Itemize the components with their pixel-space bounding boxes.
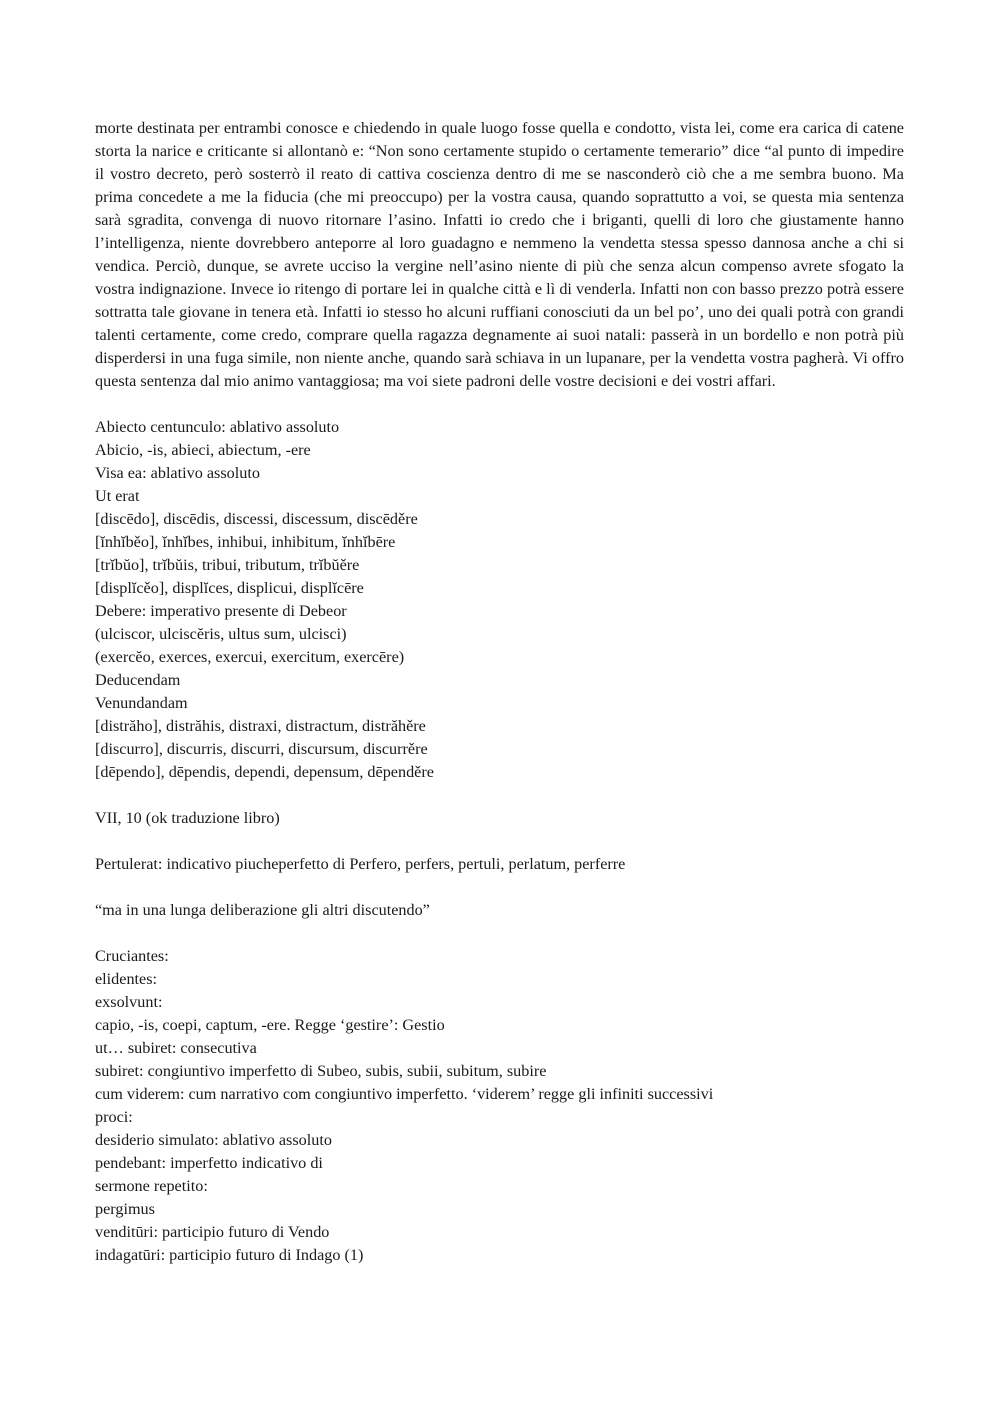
- spacer: [95, 784, 904, 807]
- grammar-notes-list: [95, 416, 904, 784]
- note-line: Ut erat: [95, 487, 140, 505]
- note-line: Visa ea: ablativo assoluto: [95, 464, 260, 482]
- spacer: [95, 922, 904, 945]
- note-line: desiderio simulato: ablativo assoluto: [95, 1131, 332, 1149]
- document-page: [95, 117, 904, 1267]
- note-line: pergimus: [95, 1200, 155, 1218]
- note-line: capio, -is, coepi, captum, -ere. Regge ‘gestire’: Gestio: [95, 1016, 445, 1034]
- note-line: (exercĕo, exerces, exercui, exercitum, exercēre): [95, 648, 405, 666]
- note-line: (ulciscor, ulciscĕris, ultus sum, ulcisci): [95, 625, 347, 643]
- translation-quote: “ma in una lunga deliberazione gli altri discutendo”: [95, 901, 430, 919]
- note-line: Abicio, -is, abieci, abiectum, -ere: [95, 441, 311, 459]
- note-line: Cruciantes:: [95, 947, 169, 965]
- vocabulary-notes-list: [95, 945, 904, 1267]
- note-line: pendebant: imperfetto indicativo di: [95, 1154, 323, 1172]
- note-line: indagatūri: participio futuro di Indago (1): [95, 1246, 364, 1264]
- spacer: [95, 876, 904, 899]
- note-line: [dēpendo], dēpendis, dependi, depensum, dēpenděre: [95, 763, 434, 781]
- note-line: exsolvunt:: [95, 993, 163, 1011]
- note-line: [displĭcěo], displĭces, displicui, displĭcēre: [95, 579, 364, 597]
- note-line: subiret: congiuntivo imperfetto di Subeo, subis, subii, subitum, subire: [95, 1062, 547, 1080]
- note-line: Venundandam: [95, 694, 188, 712]
- note-line: ut… subiret: consecutiva: [95, 1039, 257, 1057]
- note-line: Abiecto centunculo: ablativo assoluto: [95, 418, 340, 436]
- translation-paragraph: morte destinata per entrambi conosce e chiedendo in quale luogo fosse quella e condotto, vista lei, come era carica di catene storta la narice e criticante si allontanò e: “Non sono certamente stupido o certamente temerario” dice “al punto di impedire il vostro decreto, però sosterrò il reato di cattiva coscienza dentro di me se nasconderò ciò che a me sembra buono. Ma prima concedete a me la fiducia (che mi preoccupo) per la vostra causa, quando soprattutto a voi, se questa mia sentenza sarà sgradita, convenga di nuovo ritornare l’asino. Infatti io credo che i briganti, quelli di loro che giustamente hanno l’intelligenza, niente dovrebbero anteporre al loro guadagno e nemmeno la vendetta stessa spesso dannosa anche a chi si vendica. Perciò, dunque, se avrete ucciso la vergine nell’asino niente di più che senza alcun compenso avrete sfogato la vostra indignazione. Invece io ritengo di portare lei in qualche città e lì di venderla. Infatti non con basso prezzo potrà essere sottratta tale giovane in tenera età. Infatti io stesso ho alcuni ruffiani conosciuti da un bel po’, uno dei quali potrà con grandi talenti certamente, come credo, comprare quella ragazza degnamente ai suoi natali: passerà in un bordello e non potrà più disperdersi in una fuga simile, non niente anche, quando sarà schiava in un lupanare, per la vendetta vostra pagherà. Vi offro questa sentenza dal mio animo vantaggiosa; ma voi siete padroni delle vostre decisioni e dei vostri affari.: [95, 119, 904, 390]
- note-line: Deducendam: [95, 671, 181, 689]
- note-line: sermone repetito:: [95, 1177, 208, 1195]
- spacer: [95, 830, 904, 853]
- note-line: [discēdo], discēdis, discessi, discessum, discēděre: [95, 510, 418, 528]
- note-line: [distrăho], distrăhis, distraxi, distractum, distrăhěre: [95, 717, 426, 735]
- note-line: Debere: imperativo presente di Debeor: [95, 602, 347, 620]
- note-line: [ĭnhĭběo], ĭnhĭbes, inhibui, inhibitum, ĭnhĭbēre: [95, 533, 396, 551]
- note-line: [discurro], discurris, discurri, discursum, discurrěre: [95, 740, 428, 758]
- spacer: [95, 393, 904, 416]
- note-line: [trĭbŭo], trĭbŭis, tribui, tributum, trĭbŭěre: [95, 556, 360, 574]
- note-line: cum viderem: cum narrativo com congiuntivo imperfetto. ‘viderem’ regge gli infiniti successivi: [95, 1085, 714, 1103]
- note-line: venditūri: participio futuro di Vendo: [95, 1223, 330, 1241]
- pertulerat-note: Pertulerat: indicativo piucheperfetto di Perfero, perfers, pertuli, perlatum, perferre: [95, 855, 626, 873]
- section-heading: VII, 10 (ok traduzione libro): [95, 809, 280, 827]
- note-line: proci:: [95, 1108, 133, 1126]
- note-line: elidentes:: [95, 970, 158, 988]
